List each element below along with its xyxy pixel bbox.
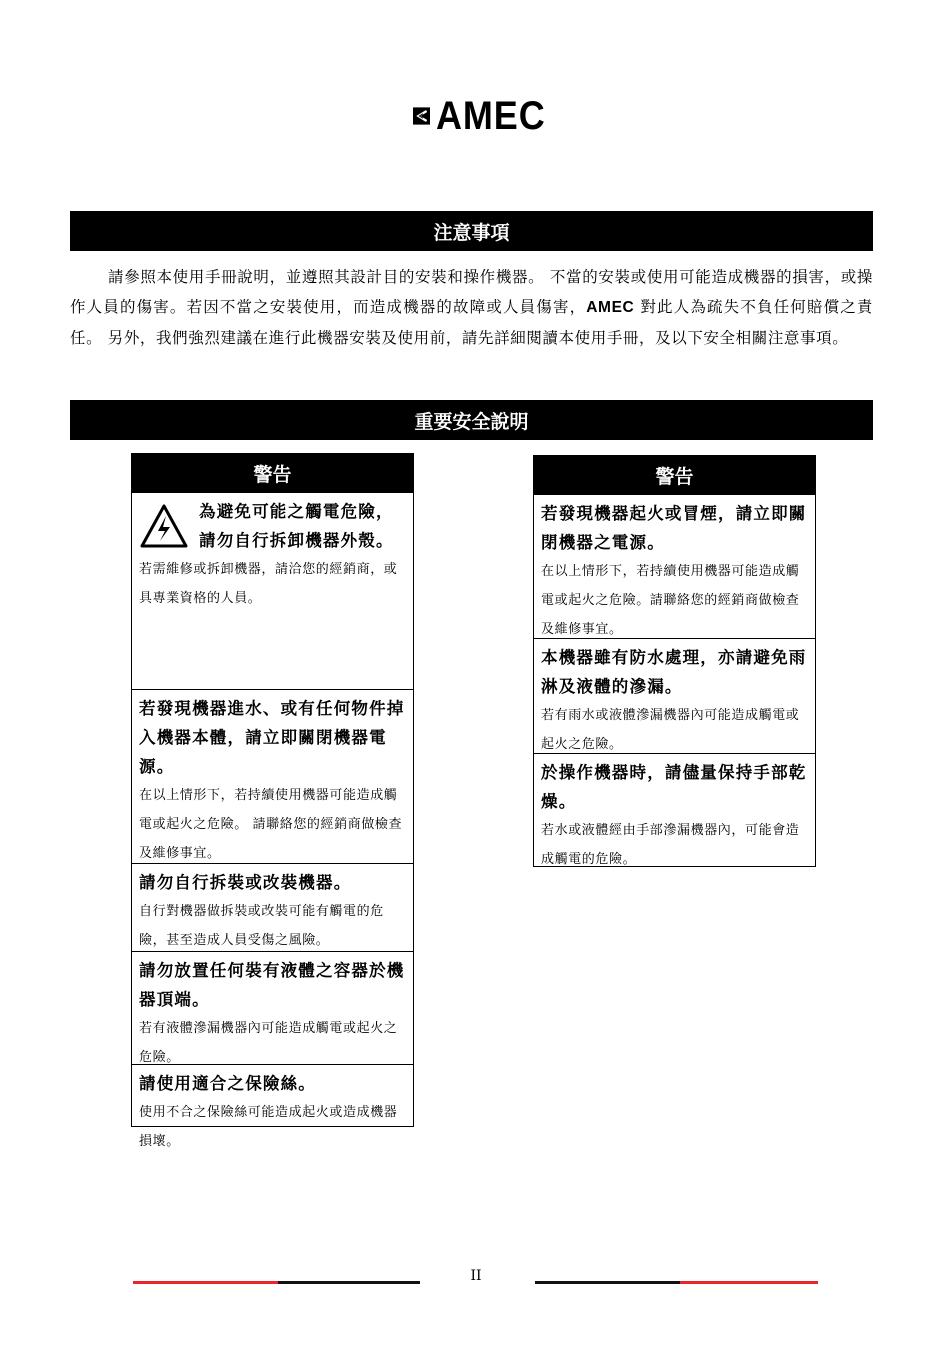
right-warning-heading: 警告: [534, 456, 815, 494]
warning-item: [132, 689, 413, 863]
warning-item-title: 本機器雖有防水處理，亦請避免雨淋及液體的滲漏。: [541, 648, 807, 696]
warning-item: [534, 494, 815, 638]
footer-line-right-black: [535, 1281, 680, 1284]
page-number: II: [470, 1268, 482, 1284]
warning-item-title: 請勿放置任何裝有液體之容器於機器頂端。: [139, 961, 405, 1009]
warning-item-body: 若需維修或拆卸機器，請洽您的經銷商，或具專業資格的人員。: [139, 562, 398, 606]
warning-item-body: 在以上情形下，若持續使用機器可能造成觸電或起火之危險。 請聯絡您的經銷商做檢查及維修事宜。: [139, 788, 403, 861]
notice-text-before: 請參照本使用手冊說明，並遵照其設計目的安裝和操作機器。 不當的安裝或使用可能造成機器的損害，或操作人員的傷害。若因不當之安裝使用，而造成機器的故障或人員傷害，: [70, 268, 873, 316]
warning-item-body: 自行對機器做拆裝或改裝可能有觸電的危險，甚至造成人員受傷之風險。: [139, 904, 384, 948]
warning-item: [534, 753, 815, 865]
warning-item-title: 為避免可能之觸電危險，請勿自行拆卸機器外殼。: [199, 502, 394, 550]
safety-heading: 重要安全說明: [70, 400, 873, 440]
footer-line-right-red: [680, 1281, 818, 1284]
warning-item-body: 若水或液體經由手部滲漏機器內，可能會造成觸電的危險。: [541, 823, 800, 867]
left-warning-heading: 警告: [132, 454, 413, 492]
amec-chevron-logo-icon: [413, 97, 430, 135]
warning-item-title: 於操作機器時，請儘量保持手部乾燥。: [541, 763, 807, 811]
footer-line-left-red: [133, 1281, 278, 1284]
logo-text: AMEC: [436, 94, 546, 138]
right-warning-column: [533, 455, 816, 867]
warning-item: [132, 951, 413, 1064]
warning-item: [534, 638, 815, 753]
warning-item: [132, 1064, 413, 1150]
left-warning-column: [131, 453, 414, 1149]
warning-item-body: 若有液體滲漏機器內可能造成觸電或起火之危險。: [139, 1021, 398, 1065]
electric-shock-warning-icon: [139, 503, 189, 549]
warning-item-body: 在以上情形下，若持續使用機器可能造成觸電或起火之危險。請聯絡您的經銷商做檢查及維修事宜。: [541, 564, 800, 637]
warning-item-title: 若發現機器起火或冒煙，請立即關閉機器之電源。: [541, 504, 807, 552]
notice-paragraph: [70, 262, 873, 353]
warning-item-title: 請勿自行拆裝或改裝機器。: [139, 873, 352, 892]
notice-text-after: 對此人為疏失不負任何賠償之責任。 另外，我們強烈建議在進行此機器安裝及使用前，請先詳細閱讀本使用手冊，及以下安全相關注意事項。: [70, 298, 873, 347]
notice-brand: AMEC: [586, 299, 635, 316]
warning-item: [132, 492, 413, 689]
footer-line-left-black: [278, 1281, 420, 1284]
warning-item-body: 若有雨水或液體滲漏機器內可能造成觸電或起火之危險。: [541, 708, 800, 752]
warning-item-title: 請使用適合之保險絲。: [139, 1074, 316, 1093]
warning-item-body: 使用不合之保險絲可能造成起火或造成機器損壞。: [139, 1105, 398, 1149]
warning-item: [132, 863, 413, 951]
warning-item-title: 若發現機器進水、或有任何物件掉入機器本體，請立即關閉機器電源。: [139, 699, 405, 776]
notice-heading: 注意事項: [70, 211, 873, 251]
brand-logo: [413, 96, 558, 136]
